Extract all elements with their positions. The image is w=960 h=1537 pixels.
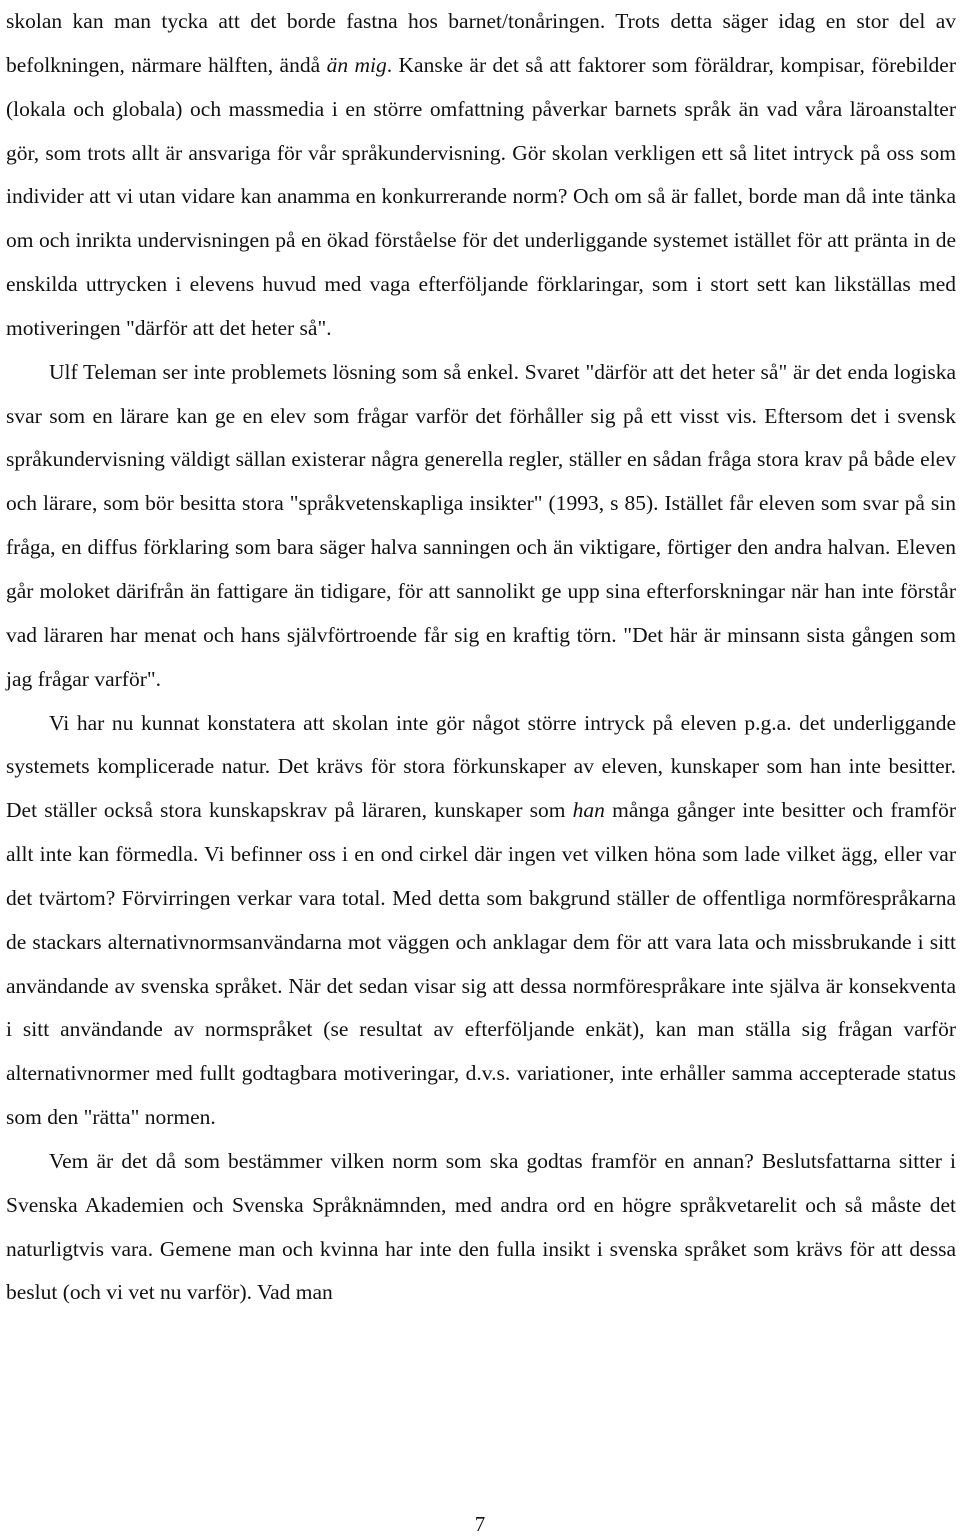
emphasis-run: han bbox=[572, 798, 605, 823]
paragraph-2 bbox=[6, 351, 956, 702]
page-number: 7 bbox=[474, 1512, 486, 1536]
text-run: skolan kan man tycka att det borde fastna hos barnet/tonåringen. Trots detta säger idag en stor del av befolkningen, närmare hälften, ändå bbox=[6, 9, 956, 77]
text-run: Vi har nu kunnat konstatera att skolan inte gör något större intryck på eleven p.g.a. det underliggande systemets komplicerade natur. Det krävs för stora förkunskaper av eleven, kunskaper som han inte besitter. Det ställer också stora kunskapskrav på läraren, kunskaper som bbox=[6, 710, 956, 823]
text-run: många gånger inte besitter och framför allt inte kan förmedla. Vi befinner oss i en ond cirkel där ingen vet vilken höna som lade vilket ägg, eller var det tvärtom? Förvirringen verkar vara total. Med detta som bakgrund ställer de offentliga normförespråkarna de stackars alternativnormsanvändarna mot väggen och anklagar dem för att vara lata och missbrukande i sitt användande av svenska språket. När det sedan visar sig att dessa normförespråkare inte själva är konsekventa i sitt användande av normspråket (se resultat av efterföljande enkät), kan man ställa sig frågan varför alternativnormer med fullt godtagbara motiveringar, d.v.s. variationer, inte erhåller samma accepterade status som den "rätta" normen. bbox=[6, 798, 956, 1130]
paragraph-4 bbox=[6, 1140, 956, 1315]
text-run: Ulf Teleman ser inte problemets lösning som så enkel. Svaret "därför att det heter så" är det enda logiska svar som en lärare kan ge en elev som frågar varför det förhåller sig på ett visst vis. Eftersom det i svensk språkundervisning väldigt sällan existerar några generella regler, ställer en sådan fråga stora krav på både elev och lärare, som bör besitta stora "språkvetenskapliga insikter" (1993, s 85). Istället får eleven som svar på sin fråga, en diffus förklaring som bara säger halva sanningen och än viktigare, förtiger den andra halvan. Eleven går moloket därifrån än fattigare än tidigare, för att sannolikt ge upp sina efterforskningar när han inte förstår vad läraren har menat och hans självförtroende får sig en kraftig törn. "Det här är minsann sista gången som jag frågar varför". bbox=[6, 359, 956, 691]
paragraph-1 bbox=[6, 0, 956, 351]
body-text bbox=[6, 0, 956, 1315]
text-run: . Kanske är det så att faktorer som föräldrar, kompisar, förebilder (lokala och globala) och massmedia i en större omfattning påverkar barnets språk än vad våra läroanstalter gör, som trots allt är ansvariga för vår språkundervisning. Gör skolan verkligen ett så litet intryck på oss som individer att vi utan vidare kan anamma en konkurrerande norm? Och om så är fallet, borde man då inte tänka om och inrikta undervisningen på en ökad förståelse för det underliggande systemet istället för att pränta in de enskilda uttrycken i elevens huvud med vaga efterföljande förklaringar, som i stort sett kan likställas med motiveringen "därför att det heter så". bbox=[6, 52, 957, 340]
document-page bbox=[6, 0, 956, 1315]
emphasis-run: än mig bbox=[326, 52, 387, 77]
paragraph-3 bbox=[6, 702, 956, 1140]
text-run: Vem är det då som bestämmer vilken norm som ska godtas framför en annan? Beslutsfattarna sitter i Svenska Akademien och Svenska Språknämnden, med andra ord en högre språkvetarelit och så måste det naturligtvis vara. Gemene man och kvinna har inte den fulla insikt i svenska språket som krävs för att dessa beslut (och vi vet nu varför). Vad man bbox=[6, 1148, 956, 1305]
